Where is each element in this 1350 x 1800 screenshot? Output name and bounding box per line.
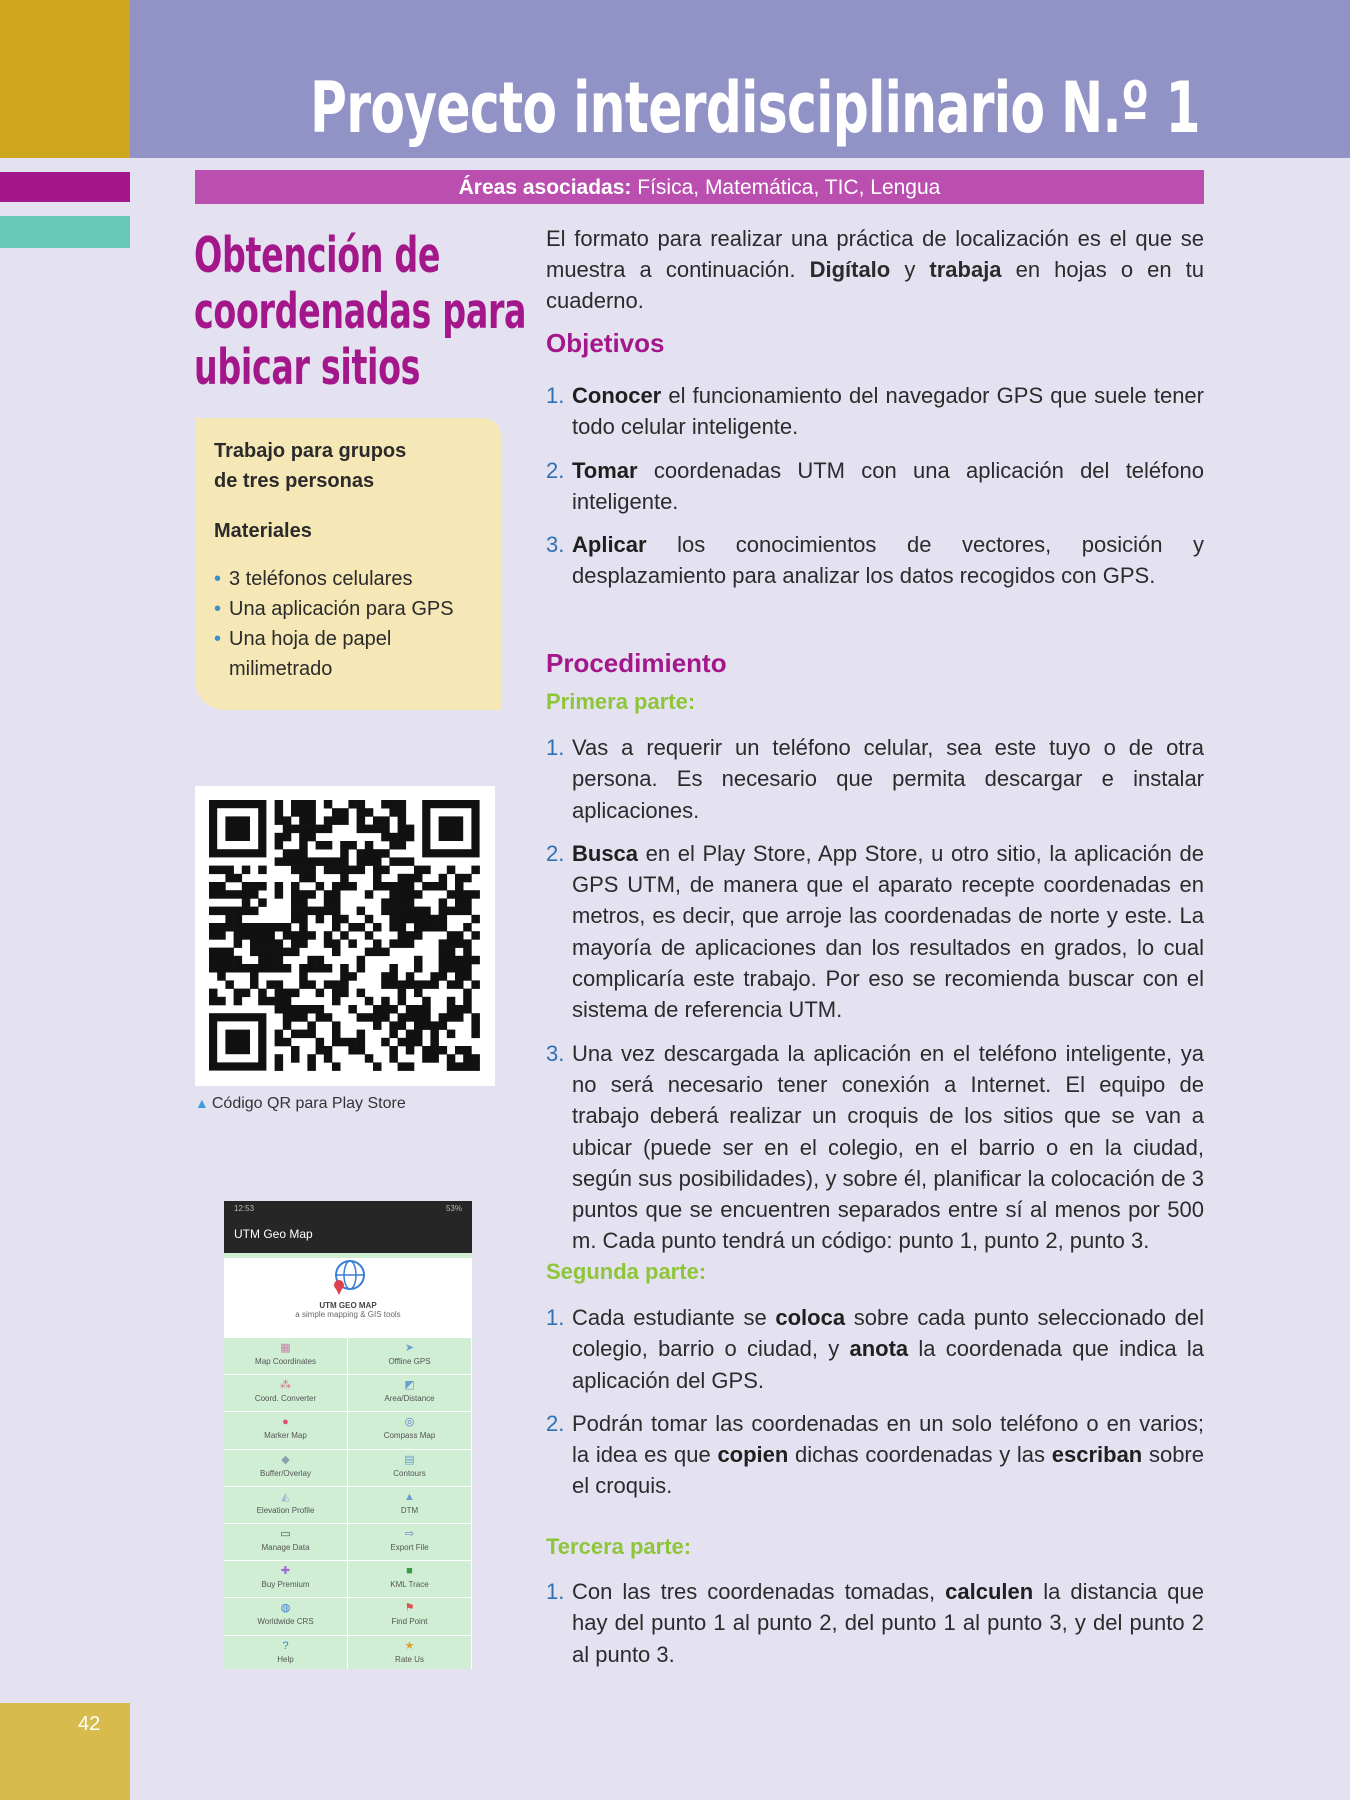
app-menu-item	[224, 1524, 348, 1561]
app-menu-item	[224, 1487, 348, 1524]
app-menu-label: Buffer/Overlay	[260, 1468, 311, 1478]
item-emphasis: anota	[849, 1336, 909, 1362]
materials-title: Materiales	[214, 520, 312, 542]
compass-icon: ◎	[404, 1416, 415, 1429]
qr-code-graphic	[195, 786, 495, 1086]
tercera-parte-list	[546, 1576, 1204, 1682]
app-menu-item	[224, 1598, 348, 1635]
app-menu-label: Rate Us	[395, 1654, 424, 1664]
segunda-parte-list	[546, 1302, 1204, 1514]
item-text: coordenadas UTM con una aplicación del teléfono inteligente.	[572, 457, 1204, 514]
item-number: 3.	[546, 1040, 565, 1066]
procedimiento-heading: Procedimiento	[546, 648, 727, 678]
areas-value: Física, Matemática, TIC, Lengua	[637, 176, 941, 199]
app-menu-item	[224, 1338, 348, 1375]
app-menu-item	[224, 1375, 348, 1412]
area-icon: ◩	[404, 1379, 415, 1392]
primera-parte-heading: Primera parte:	[546, 689, 696, 714]
item-number: 1.	[546, 383, 565, 408]
margin-magenta-strip	[0, 172, 130, 202]
app-hero	[224, 1258, 472, 1338]
app-menu-label: Offline GPS	[388, 1357, 431, 1366]
app-menu-item	[348, 1338, 472, 1375]
app-title-bar: UTM Geo Map	[224, 1217, 472, 1253]
app-menu-item	[224, 1450, 348, 1487]
materials-item: • 3 teléfonos celulares	[214, 564, 481, 594]
app-menu-label: Compass Map	[383, 1431, 436, 1441]
app-tagline: a simple mapping & GIS tools	[295, 1310, 401, 1319]
phone-time: 12:53	[234, 1204, 255, 1213]
item-text: Vas a requerir un teléfono celular, sea este tuyo o de otra persona. Es necesario que permita descargar e instalar aplicaciones.	[572, 735, 1204, 823]
app-menu-label: Area/Distance	[384, 1394, 435, 1404]
rate-icon: ★	[404, 1639, 415, 1652]
gps-icon: ➤	[404, 1342, 415, 1354]
app-menu-item	[348, 1450, 472, 1487]
buffer-icon: ◆	[281, 1453, 290, 1466]
group-note-line: de tres personas	[214, 470, 375, 492]
step-item	[546, 1302, 1204, 1396]
section-title-line: Obtención de	[194, 227, 441, 284]
item-emphasis: coloca	[775, 1305, 846, 1330]
step-item	[546, 838, 1204, 1026]
item-text: el funcionamiento del navegador GPS que suele tener todo celular inteligente.	[572, 383, 1204, 440]
app-menu-item	[348, 1412, 472, 1449]
item-text: Cada estudiante se	[572, 1305, 767, 1330]
objetivo-item	[546, 380, 1204, 443]
item-text: Con las tres coordenadas tomadas,	[572, 1579, 936, 1604]
intro-text: en hojas o en tu cuaderno.	[546, 257, 1204, 313]
page-number-tab	[0, 1703, 130, 1800]
app-menu-item	[224, 1412, 348, 1449]
marker-icon: ●	[282, 1416, 289, 1429]
item-number: 1.	[546, 735, 565, 760]
objetivos-list	[546, 380, 1204, 604]
item-emphasis: copien	[717, 1442, 789, 1468]
item-emphasis: escriban	[1051, 1442, 1143, 1468]
segunda-parte-heading: Segunda parte:	[546, 1259, 707, 1284]
qr-caption-text: Código QR para Play Store	[211, 1095, 406, 1112]
dtm-icon: ▲	[404, 1490, 415, 1503]
app-menu-label: Contours	[393, 1468, 426, 1478]
app-menu-label: Buy Premium	[261, 1580, 310, 1590]
intro-emphasis: trabaja	[929, 257, 1002, 282]
globe-icon: ◍	[280, 1602, 291, 1615]
item-number: 2.	[546, 840, 565, 866]
page-number: 42	[78, 1713, 101, 1735]
app-menu-label: Elevation Profile	[256, 1505, 315, 1515]
item-text: Una vez descargada la aplicación en el teléfono inteligente, ya no será necesario tener conexión a Internet. El equipo de trabajo deberá realizar un croquis de los sitios que se van a ubicar (puede ser en el colegio, en el barrio o en la ciudad, según sus posibilidades), y sobre él, planificar la colocación de 3 puntos que se encuentren separados entre sí al menos por 500 m. Cada punto tendrá un código: punto 1, punto 2, punto 3.	[572, 1040, 1204, 1254]
tercera-parte-heading: Tercera parte:	[546, 1534, 692, 1559]
item-emphasis: Tomar	[572, 457, 638, 483]
triangle-icon: ▲	[195, 1095, 209, 1111]
item-text: sobre el croquis.	[572, 1442, 1204, 1499]
app-menu-label: Help	[277, 1654, 294, 1664]
qr-caption	[195, 1095, 406, 1113]
areas-label: Áreas asociadas:	[458, 176, 632, 199]
export-icon: ⇨	[404, 1527, 415, 1540]
item-emphasis: Conocer	[572, 383, 662, 408]
objetivo-item	[546, 529, 1204, 592]
page-title: Proyecto interdisciplinario N.º 1	[310, 67, 1200, 149]
item-number: 2.	[546, 1410, 565, 1436]
item-emphasis: Aplicar	[572, 532, 647, 558]
item-number: 1.	[546, 1579, 565, 1604]
group-size-note	[214, 436, 481, 496]
kml-icon: ■	[406, 1565, 413, 1578]
intro-text: El formato para realizar una práctica de localización es el que se muestra a continuación.	[546, 226, 1204, 282]
item-emphasis: Busca	[572, 840, 639, 866]
item-number: 1.	[546, 1305, 565, 1330]
cart-icon: ✚	[280, 1565, 291, 1578]
app-menu-label: Find Point	[391, 1617, 428, 1627]
app-menu-item	[224, 1636, 348, 1670]
section-title-line: coordenadas para	[194, 283, 527, 340]
app-menu-item	[224, 1561, 348, 1598]
app-menu-grid	[224, 1338, 472, 1669]
section-title-line: ubicar sitios	[194, 339, 421, 396]
contours-icon: ▤	[404, 1453, 415, 1466]
help-icon: ?	[282, 1639, 289, 1652]
intro-paragraph	[546, 223, 1204, 316]
materials-box	[195, 418, 501, 710]
map-icon: ▦	[280, 1342, 291, 1354]
app-name: UTM GEO MAP	[319, 1301, 377, 1310]
objetivo-item	[546, 455, 1204, 518]
qr-code[interactable]	[195, 786, 495, 1086]
app-menu-label: Manage Data	[261, 1542, 310, 1552]
app-menu-item	[348, 1487, 472, 1524]
item-text: sobre cada punto seleccionado del colegio, barrio o ciudad, y	[572, 1305, 1204, 1362]
section-title	[194, 227, 527, 396]
app-menu-item	[348, 1598, 472, 1635]
step-item	[546, 1576, 1204, 1670]
app-menu-item	[348, 1375, 472, 1412]
app-menu-item	[348, 1524, 472, 1561]
materials-item: • Una hoja de papel milimetrado	[214, 624, 481, 684]
margin-teal-strip	[0, 216, 130, 248]
item-text: dichas coordenadas y las	[795, 1442, 1046, 1468]
app-menu-item	[348, 1636, 472, 1670]
step-item	[546, 732, 1204, 826]
objetivos-heading: Objetivos	[546, 328, 665, 358]
globe-pin-icon	[330, 1258, 366, 1298]
item-text: Podrán tomar las coordenadas en un solo teléfono o en varios; la idea es que	[572, 1410, 1204, 1468]
intro-text: y	[904, 257, 916, 282]
app-menu-label: Coord. Converter	[254, 1394, 317, 1404]
app-menu-item	[348, 1561, 472, 1598]
item-emphasis: calculen	[945, 1579, 1034, 1604]
item-text: la distancia que hay del punto 1 al punto 2, del punto 1 al punto 3, y del punto 2 al punto 3.	[572, 1579, 1204, 1667]
primera-parte-list	[546, 732, 1204, 1269]
pins-icon: ⁂	[280, 1379, 291, 1392]
folder-icon: ▭	[280, 1527, 291, 1540]
materials-list	[214, 564, 481, 684]
item-number: 2.	[546, 457, 565, 483]
app-menu-label: DTM	[400, 1505, 419, 1515]
step-item	[546, 1408, 1204, 1502]
app-menu-label: Worldwide CRS	[257, 1617, 314, 1627]
group-note-line: Trabajo para grupos	[214, 440, 407, 462]
phone-status-bar	[224, 1201, 472, 1217]
elevation-icon: ◭	[281, 1490, 290, 1503]
item-number: 3.	[546, 532, 565, 558]
areas-bar	[195, 170, 1204, 204]
step-item	[546, 1038, 1204, 1257]
materials-item: • Una aplicación para GPS	[214, 594, 481, 624]
item-text: la coordenada que indica la aplicación del GPS.	[572, 1336, 1205, 1393]
item-text: en el Play Store, App Store, u otro sitio, la aplicación de GPS UTM, de manera que el aparato recepte coordenadas en metros, es decir, que arroje las coordenadas de norte y este. La mayoría de aplicaciones dan los resultados en grados, lo cual complicaría este trabajo. Por eso se recomienda buscar con el sistema de referencia UTM.	[572, 840, 1204, 1023]
app-menu-label: KML Trace	[390, 1580, 429, 1590]
item-text: los conocimientos de vectores, posición y desplazamiento para analizar los datos recogidos con GPS.	[572, 532, 1204, 589]
intro-emphasis: Digítalo	[809, 257, 891, 282]
phone-battery: 53%	[445, 1204, 462, 1213]
app-menu-label: Map Coordinates	[255, 1357, 316, 1366]
app-menu-label: Marker Map	[264, 1431, 307, 1441]
app-menu-label: Export File	[390, 1542, 429, 1552]
corner-gold-block	[0, 0, 130, 158]
app-screenshot	[224, 1201, 472, 1669]
flag-icon: ⚑	[404, 1602, 415, 1615]
